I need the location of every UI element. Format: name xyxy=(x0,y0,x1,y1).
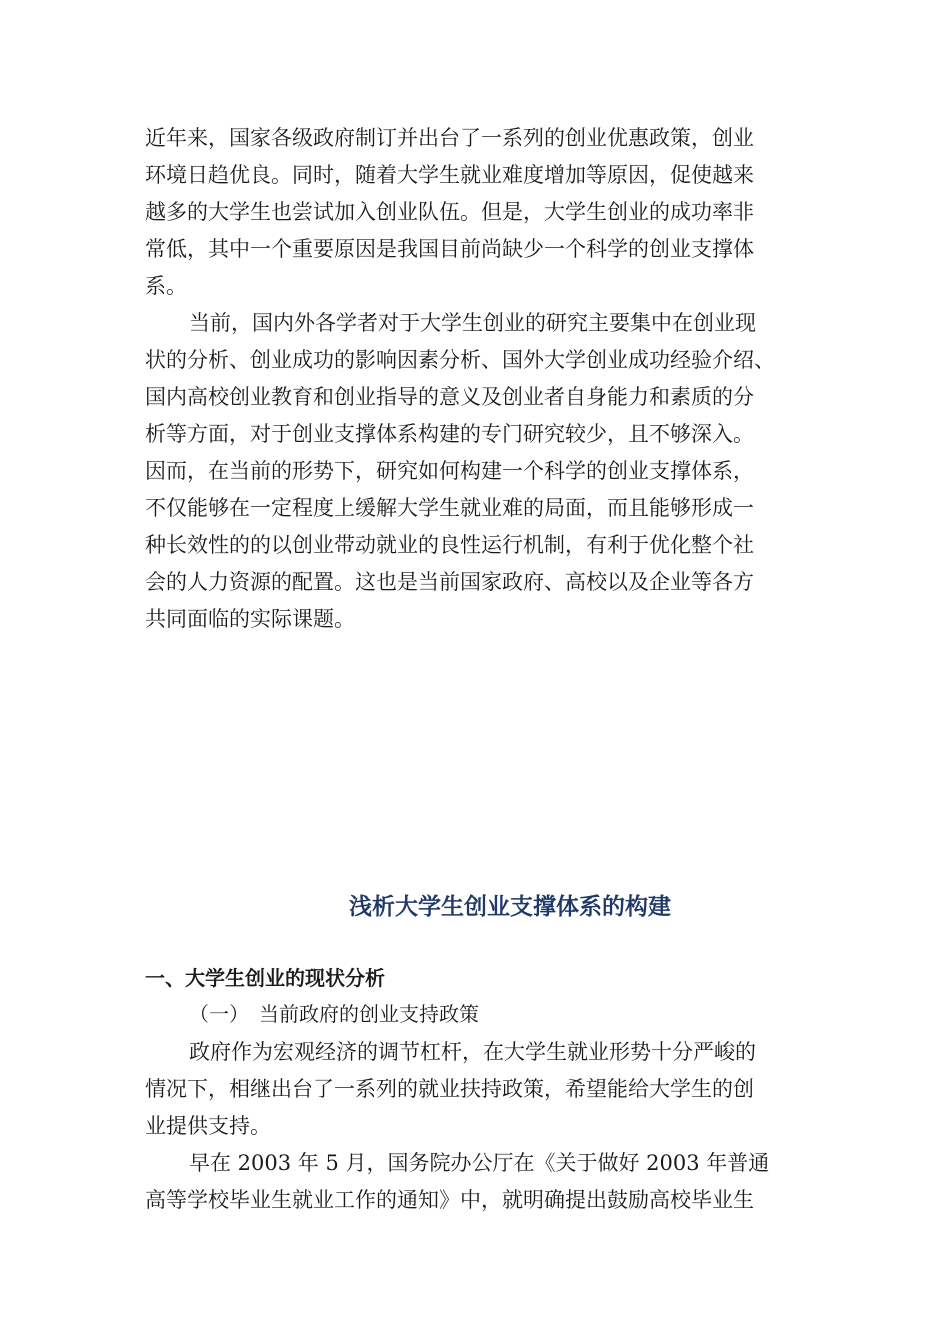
text-line: 越多的大学生也尝试加入创业队伍。但是，大学生创业的成功率非 xyxy=(145,200,754,224)
text-line: 不仅能够在一定程度上缓解大学生就业难的局面，而且能够形成一 xyxy=(145,496,754,520)
section-paragraph-2 xyxy=(145,1145,805,1219)
text-line: 共同面临的实际课题。 xyxy=(145,607,355,631)
text-line: 当前，国内外各学者对于大学生创业的研究主要集中在创业现 xyxy=(189,311,756,335)
text-line: 系。 xyxy=(145,274,187,298)
text-line: 政府作为宏观经济的调节杠杆，在大学生就业形势十分严峻的 xyxy=(189,1040,756,1064)
section-paragraph-1 xyxy=(145,1034,805,1145)
text-line: 情况下，相继出台了一系列的就业扶持政策，希望能给大学生的创 xyxy=(145,1077,754,1101)
text-line: 高等学校毕业生就业工作的通知》中，就明确提出鼓励高校毕业生 xyxy=(145,1188,754,1212)
text-line: 状的分析、创业成功的影响因素分析、国外大学创业成功经验介绍、 xyxy=(145,348,775,372)
text-line: 早在 2003 年 5 月，国务院办公厅在《关于做好 2003 年普通 xyxy=(189,1151,770,1175)
document-title: 浅析大学生创业支撑体系的构建 xyxy=(349,894,671,920)
text-line: 国内高校创业教育和创业指导的意义及创业者自身能力和素质的分 xyxy=(145,385,754,409)
section-heading: 一、大学生创业的现状分析 xyxy=(145,966,385,990)
text-line: 业提供支持。 xyxy=(145,1114,271,1138)
subsection-heading: （一） 当前政府的创业支持政策 xyxy=(189,1002,479,1026)
text-line: 近年来，国家各级政府制订并出台了一系列的创业优惠政策，创业 xyxy=(145,126,754,150)
text-line: 种长效性的的以创业带动就业的良性运行机制，有利于优化整个社 xyxy=(145,533,754,557)
intro-paragraph-2 xyxy=(145,305,805,638)
section-body xyxy=(145,1034,805,1219)
intro-paragraph-1 xyxy=(145,120,805,305)
intro-section xyxy=(145,120,805,638)
text-line: 常低，其中一个重要原因是我国目前尚缺少一个科学的创业支撑体 xyxy=(145,237,754,261)
text-line: 因而，在当前的形势下，研究如何构建一个科学的创业支撑体系， xyxy=(145,459,754,483)
text-line: 会的人力资源的配置。这也是当前国家政府、高校以及企业等各方 xyxy=(145,570,754,594)
text-line: 环境日趋优良。同时，随着大学生就业难度增加等原因，促使越来 xyxy=(145,163,754,187)
text-line: 析等方面，对于创业支撑体系构建的专门研究较少，且不够深入。 xyxy=(145,422,754,446)
